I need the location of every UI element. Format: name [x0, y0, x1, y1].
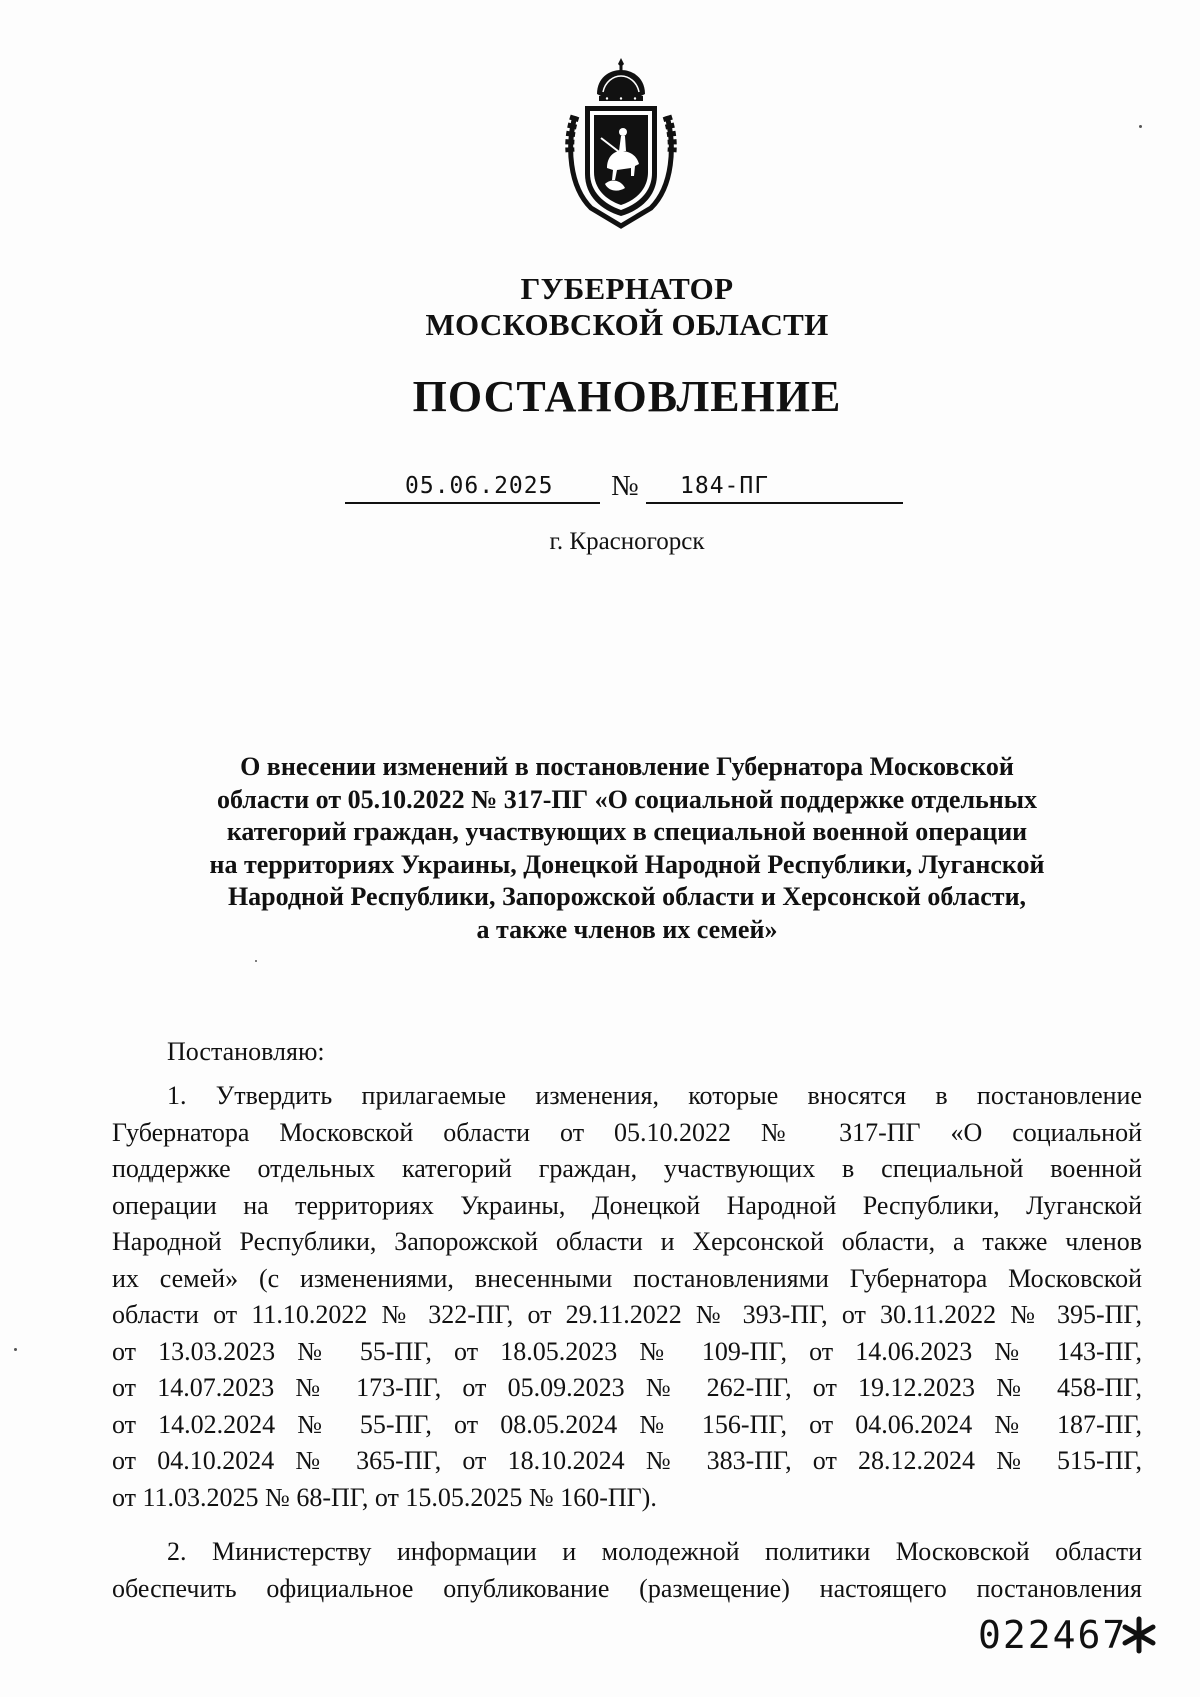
paragraph-line: Губернатора Московской области от 05.10.2022 № 317-ПГ «О социальной: [112, 1117, 1142, 1147]
serial-number: 022467: [978, 1613, 1128, 1657]
paragraph-line: 2. Министерству информации и молодежной политики Московской области: [167, 1537, 1142, 1566]
paragraph-line: 1. Утвердить прилагаемые изменения, которые вносятся в постановление: [167, 1081, 1142, 1110]
paragraph-line: обеспечить официальное опубликование (размещение) настоящего постановления: [112, 1573, 1142, 1603]
date-underline: [345, 502, 600, 504]
subject-line: Народной Республики, Запорожской области и Херсонской области,: [227, 882, 1027, 911]
paragraph-line: их семей» (с изменениями, внесенными постановлениями Губернатора Московской: [112, 1263, 1142, 1293]
paragraph-line: от 13.03.2023 № 55-ПГ, от 18.05.2023 № 109-ПГ, от 14.06.2023 № 143-ПГ,: [112, 1336, 1142, 1366]
moscow-oblast-coat-of-arms-icon: [561, 56, 681, 231]
scan-speck: [14, 1348, 17, 1351]
subject-line: а также членов их семей»: [476, 914, 778, 944]
document-date: 05.06.2025: [405, 473, 554, 499]
document-number: 184-ПГ: [680, 473, 770, 499]
paragraph-line: от 04.10.2024 № 365-ПГ, от 18.10.2024 № 383-ПГ, от 28.12.2024 № 515-ПГ,: [112, 1446, 1142, 1475]
scan-speck: [255, 960, 257, 962]
paragraph-line: от 14.07.2023 № 173-ПГ, от 05.09.2023 № 262-ПГ, от 19.12.2023 № 458-ПГ,: [112, 1373, 1142, 1402]
paragraph-2: [112, 1534, 1142, 1607]
subject-line: области от 05.10.2022 № 317-ПГ «О социальной поддержке отдельных: [216, 784, 1038, 814]
document-type-heading: ПОСТАНОВЛЕНИЕ: [412, 372, 842, 421]
paragraph-line: от 14.02.2024 № 55-ПГ, от 08.05.2024 № 156-ПГ, от 04.06.2024 № 187-ПГ,: [112, 1409, 1142, 1439]
number-sign: №: [611, 470, 639, 502]
paragraph-line: операции на территориях Украины, Донецкой Народной Республики, Луганской: [112, 1190, 1142, 1220]
resolve-phrase: Постановляю:: [167, 1037, 325, 1066]
paragraph-line: поддержке отдельных категорий граждан, участвующих в специальной военной: [112, 1154, 1142, 1183]
paragraph-line: Народной Республики, Запорожской области и Херсонской области, а также членов: [112, 1227, 1142, 1256]
subject-line: О внесении изменений в постановление Губернатора Московской: [240, 752, 1014, 781]
scan-speck: [1139, 125, 1142, 128]
authority-title-line1: ГУБЕРНАТОР: [520, 271, 734, 306]
number-underline: [646, 502, 903, 504]
document-subject: [150, 751, 1104, 946]
paragraph-1: [112, 1078, 1142, 1516]
subject-line: на территориях Украины, Донецкой Народной Республики, Луганской: [209, 849, 1045, 879]
authority-title-line2: МОСКОВСКОЙ ОБЛАСТИ: [425, 307, 829, 342]
paragraph-line: области от 11.10.2022 № 322-ПГ, от 29.11.2022 № 393-ПГ, от 30.11.2022 № 395-ПГ,: [112, 1300, 1142, 1329]
subject-line: категорий граждан, участвующих в специальной военной операции: [226, 817, 1028, 846]
asterisk-icon: [1120, 1616, 1158, 1654]
paragraph-line: от 11.03.2025 № 68-ПГ, от 15.05.2025 № 160-ПГ).: [112, 1482, 657, 1512]
document-city: г. Красногорск: [549, 528, 705, 555]
